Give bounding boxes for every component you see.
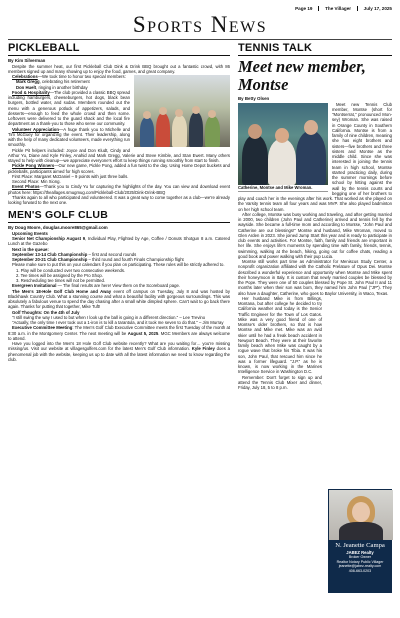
home-away-label: The Men's 18-Hole Golf Club Home and Away	[12, 288, 112, 294]
website-text: Have you logged into the Men's 18 Hole Golf Club website recently? What are you waiting for… you're missing missing/us. Visit our website at villagesgolfers.com for the latest Men's Golf Club information.	[8, 341, 230, 352]
event-photos-text: —Thank you to Cindy Yu for capturing the highlights of the day. You can view and download event photos here: https://theallages.smugmug.com/Pickleball-Club/2025/Dink-Drink-BBQ	[8, 184, 230, 195]
pickleball-byline: By Kim Silverman	[8, 58, 46, 63]
pickleball-body	[8, 64, 230, 206]
golf-body	[8, 231, 230, 362]
gregg-name: Mark Gregg	[16, 79, 40, 85]
realtor-ad[interactable]	[328, 489, 392, 593]
agent-email[interactable]: jeanette@jabez-realty.com	[338, 564, 382, 569]
second-place: Second Place: Min Xiong.	[12, 179, 61, 185]
tennis-p3: Montse still works part time as Administrator for Meniscus Study Center, a nonprofit organization affiliated with the Catholic Prelature of Opus Dei. Montse described a wonderful experience and opportunity when Montse and Mike spent their honeymoon in Italy. It is custom that newly married couples be blessed by the Pope. They were one of 50 couples blessed by Pope St. John Paul II and 11 months later when their son was born, they named him John Paul ("JP"). They also have a daughter, Catherine, who goes to Baylor University, in Waco, Texas.	[238, 259, 392, 296]
home-away-text: event off campus on Tuesday, July 8 and was hosted by Blackhawk Country Club. What a stunning course and what a beautiful facility with gorgeous surroundings. This was absolutely a fabulous venue to spend the day chasing after a small white dimpled sphere. Can't wait to go back there again. Thanks for putting that together, Mike Tuft!	[8, 288, 230, 310]
tennis-byline: By Betty Olsen	[238, 96, 270, 101]
tennis-headline: Meet new member, Montse	[238, 57, 366, 94]
food-label: Food & Hospitality	[12, 89, 50, 95]
issue-date: July 17, 2025	[363, 5, 392, 11]
upcoming-events: Upcoming Events	[12, 230, 48, 236]
rule-1: 1. Play will be conducted over two consecutive weekends.	[16, 267, 126, 273]
finley-name: Kyle Finley	[191, 346, 215, 352]
pickleball-closing: Thanks again to all who participated and volunteered. It was a great way to come together as a club—we're already looking forward to the next one.	[8, 194, 230, 206]
next-in-queue: Next in the queue:	[12, 246, 49, 252]
finley-text: does a phenomenal job with the website, keeping us up to date with all the latest information we need to know regarding the club.	[8, 346, 230, 362]
agent-role-2: Realtor Notary Public Villager	[336, 559, 384, 564]
senior-net-text: , Individual Play, Flighted by Age, Coffee / Donuts Shotgun 8 a.m. Catered Lunch at the Gazebo	[8, 236, 231, 247]
sep-20-21: September 20-21 Club Championship	[12, 257, 88, 263]
trevino-quote: "I still swing the way I used to but when I look up the ball is going in a different direction." – Lee Trevino	[12, 314, 206, 320]
volunteer-text: —A huge thank you to Michelle and Tim McGuey for organizing the event. Their leadership, along with the help of many dedicated volunteers, made everything run smoothly.	[8, 126, 130, 148]
agent-company: JABEZ Realty	[346, 550, 374, 555]
tennis-narrow-block	[238, 296, 322, 391]
tennis-title: TENNIS TALK	[238, 42, 392, 56]
event-photos-label: Event Photos	[12, 184, 40, 190]
pickleball-title: PICKLEBALL	[8, 42, 230, 56]
running-header	[8, 4, 392, 12]
tennis-p4: Her husband Mike is from Billings, Montana, but after college he decided to try California weather and today is the Senior Traffic Engineer for the Town of Los Gatos. Mike was a very good friend of one of Montse's older brothers, so that is how Montse and Mike met. Mike was an avid skier until he had a freak beach accident in Newport Beach. They were at their favorite family beach when Mike was caught by a rogue wave that broke his Tibia. It was his son, John Paul, that rescued him since he was a former lifeguard. "J.P." as he is known, is now working in the Marines Intelligence Service in Washington D.C.	[238, 295, 322, 375]
sep-13-14: September 13-14 Club Championship	[12, 251, 88, 257]
helpers-paragraph: Pickle Pit helpers included: Joyce and Don Kludt, Cindy and Arthur Yu, Diane and Kyle Finley, Anahid and Mark Gregg, Valerie and Steve Kimble, and Stan Ewert. Many others stayed to help with cleanup—we appreciate everyone's effort to keep things running smoothly from start to finish.	[8, 147, 230, 164]
page-number: Page 19	[295, 5, 313, 11]
evergreen-label: Evergreen Invitational	[12, 283, 57, 289]
ecm-tail: . MGC Members are always welcome to attend.	[8, 330, 231, 341]
first-place: First Place: Margaret McDaniel – 9 points with just three balls.	[12, 173, 129, 179]
celebrations-text: —We took time to honor two special members:	[37, 74, 126, 80]
senior-net-label: Senior Net Championship August 9	[12, 236, 86, 242]
agent-portrait	[329, 490, 393, 540]
gregg-text: , celebrating his retirement	[39, 79, 90, 85]
huelt-text: , ringing in another birthday	[36, 84, 88, 90]
evergreen-text: — The final results are here! View them on the Scoreboard page.	[56, 283, 181, 289]
pickle-pong-label: Pickle Pong Winners	[12, 163, 55, 169]
agent-phone[interactable]: 408-663-0203	[348, 568, 372, 573]
celebrations-label: Celebrations	[12, 74, 38, 80]
publication-name: The Villager	[325, 5, 352, 11]
volunteer-label: Volunteer Appreciation	[12, 126, 59, 132]
bbq-group-photo	[134, 75, 230, 147]
header-separator	[318, 6, 319, 11]
left-column	[8, 42, 230, 362]
golf-byline: By Doug Moore, douglas.moore865@gmail.com	[8, 225, 108, 231]
ecm-date: August 5, 2025	[127, 330, 159, 336]
agent-role: Broker Owner	[348, 555, 372, 559]
huelt-name: Don Huelt	[16, 84, 37, 90]
rule-2: 2. Tee times will be assigned by the Pro Shop.	[16, 272, 103, 278]
ecm-label: Executive Committee Meeting	[12, 325, 73, 331]
murray-quote: "Actually, the only time I ever took out a 1-iron is to kill a tarantula, and it took me seven to do that." – Jim Murray	[12, 320, 224, 326]
tennis-p5: Remember: Don't forget to sign up and attend the Tennis Club Mixer and dinner, Friday, July 18, 5 to 8 p.m.	[238, 374, 322, 391]
calendar-note: Please make sure to put this on your calendars if you plan on participating. These rules will be strictly adhered to.	[12, 262, 225, 268]
tennis-p2: After college, Montse was busy working and traveling, and after getting married in 2000, two children (John Paul and Catherine) arrived and tennis fell by the wayside. She became a full-time mom and according to Montse, "John Paul and Catherine are our blessings!" Montse and husband, Mike Wroman, moved to Glen Arden in 2023. She joined Jump Start this year and is ready to participate in club events and activities. For Montse, faith, family and friends are important in her life. She enjoys life's moments by spending time with family, friends, tennis, swimming, walking at the beach, hiking, going out for coffee chats, reading a good book and power walking with their pup Lucia.	[238, 211, 392, 259]
agent-name: N. Jeanette Campa	[335, 542, 385, 549]
tennis-body	[238, 102, 392, 391]
right-column	[238, 42, 392, 390]
wroman-family-photo	[238, 103, 328, 185]
pickleball-intro: Despite the summer heat, our first Pickleball Club Dink & Drink BBQ brought out a fantastic crowd, with 86 members signed up and many showing up to enjoy the food, games, and great company.	[8, 63, 230, 74]
sep-13-14-text: – first and second rounds	[87, 251, 137, 257]
golf-thoughts: Golf Thoughts: On the 4th of July	[12, 309, 80, 315]
food-text: —The club provided a classic BBQ spread including hamburgers, cheeseburgers, hot dogs, black bean burgers, bottled water, and sodas. Members rounded out the menu with a generous potluck of appetizers, salads, and desserts—enough to feed the whole crowd and then some. Leftovers were delivered to the guard shack and the local fire department as a thank-you to those who serve our community.	[8, 89, 131, 127]
header-separator	[357, 6, 358, 11]
tennis-p1: Meet new Tennis Club member, Montse (short for "Montserrat," pronounced Mon-sey) Wroman. She was raised in Orange County in Southern California. Montse is from a family of nine children, meaning she has eight brothers and sisters—five brothers and three sisters and Montse as the middle child. Since she was interested in joining the tennis team in high school, Montse started practicing daily, during the summer mornings before school by hitting against the wall by the tennis courts and begging one of her brothers to play and coach her in the evenings after his work. That worked as she played on the Varsity tennis team all four years and was MVP. She also played badminton on her high school team.	[238, 101, 392, 212]
rule-3: 3. Rescheduling tee times will not be permitted.	[16, 278, 106, 284]
photo-caption: Catherine, Montse and Mike Wroman.	[238, 185, 328, 192]
pickle-pong-text: —Our new game, Pickle Pong, added a fun twist to the day. Using Home Depot buckets and pickleballs, participants aimed for high scores.	[8, 163, 230, 174]
sep-20-21-text: – third round and fourth Finals Championship flight	[87, 257, 184, 263]
golf-title: MEN'S GOLF CLUB	[8, 209, 230, 223]
section-masthead: Sports News	[8, 12, 392, 40]
ecm-text: : The Men's Golf Club Executive Committee meets the first Tuesday of the month at 8:30 a.m. in the Montgomery Center. The next meeting will be	[8, 325, 230, 336]
